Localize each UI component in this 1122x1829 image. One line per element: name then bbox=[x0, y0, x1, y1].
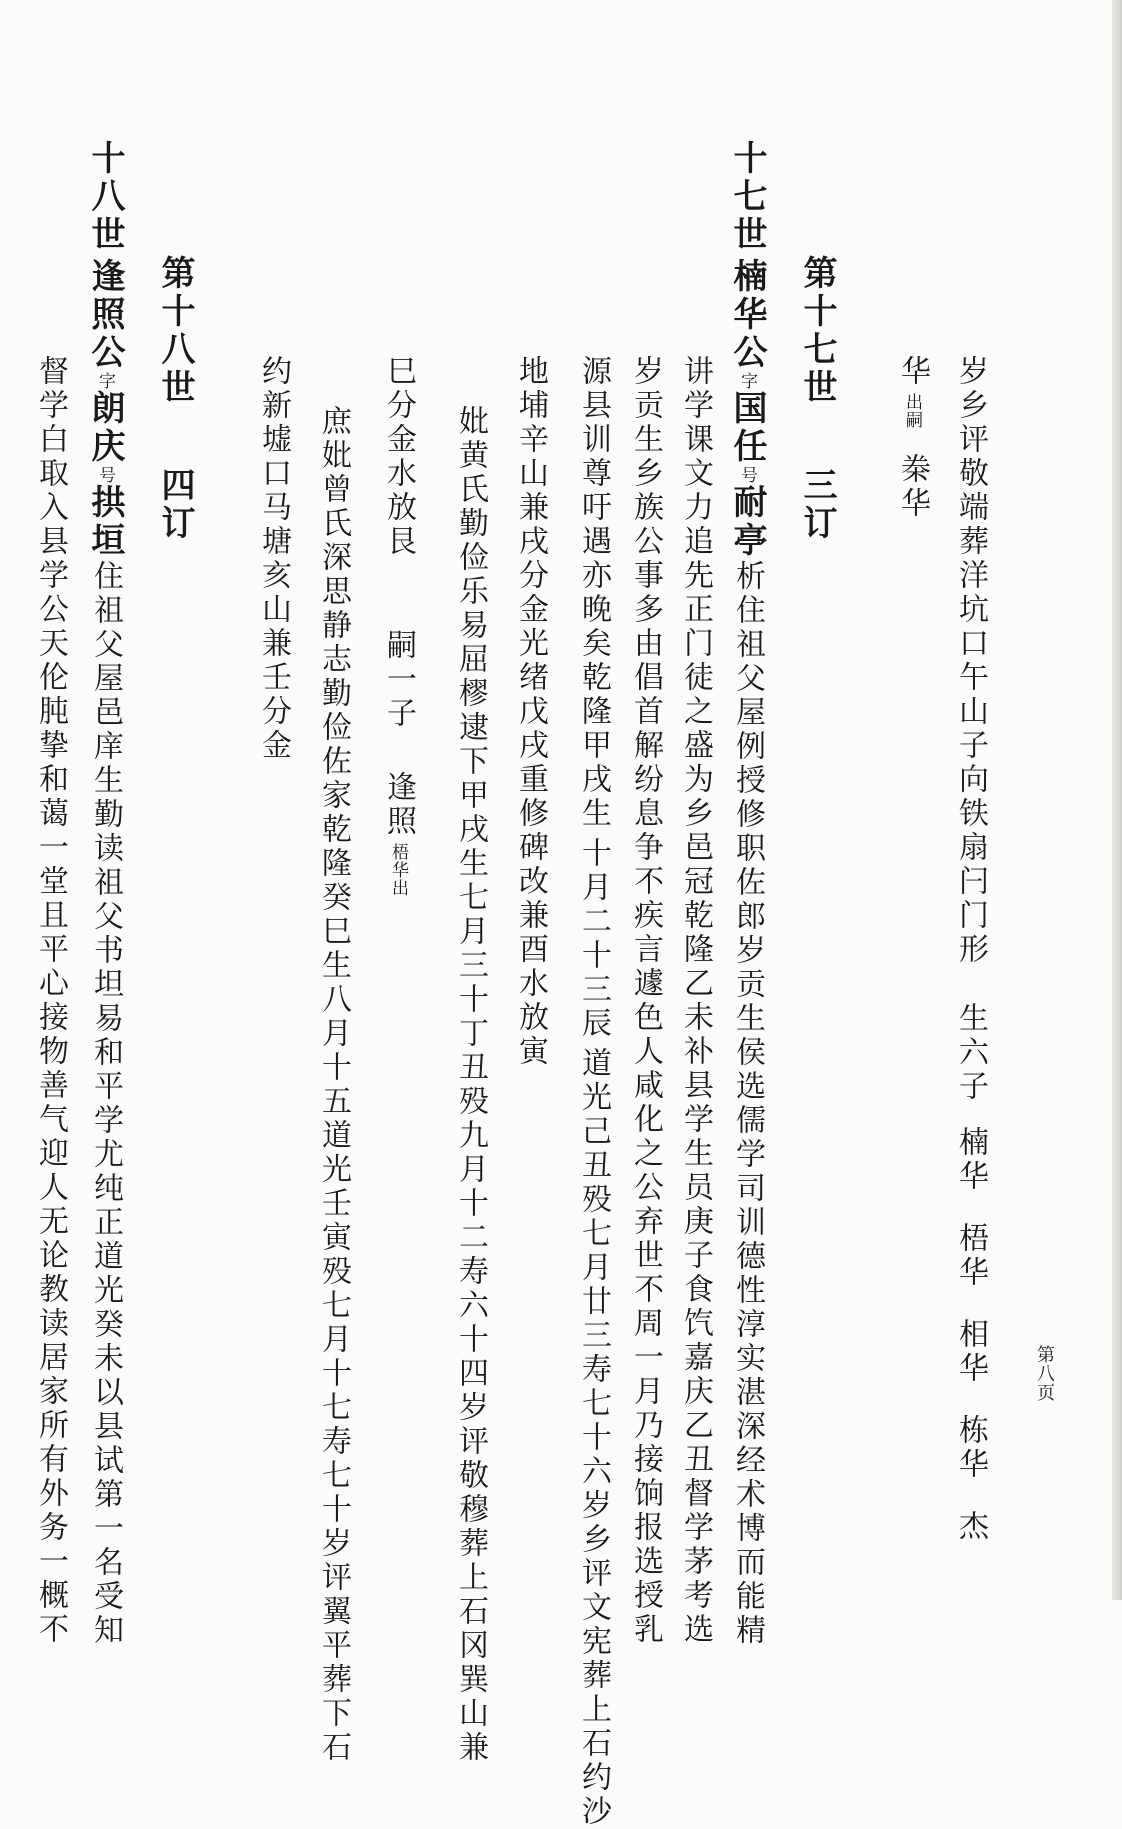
wife-1-line: 妣黄氏勤俭乐易屈樛逮下甲戌生七月三十丁丑殁九月十二寿六十四岁评敬穆葬上石冈巽山兼 bbox=[453, 405, 488, 1765]
person-name: 逢照公 bbox=[85, 258, 125, 372]
courtesy-name: 国任 bbox=[727, 390, 767, 466]
biography-line: 岁贡生乡族公事多由倡首解纷息争不疾言遽色人咸化之公弃世不周一月乃接饷报选授乳 bbox=[628, 355, 663, 1647]
hao-note: 号 bbox=[95, 466, 115, 484]
burial-line: 地埔辛山兼戌分金光绪戊戌重修碑改兼酉水放寅 bbox=[513, 355, 548, 1069]
page-number: 第八页 bbox=[1034, 1345, 1055, 1402]
person-17-column bbox=[727, 258, 767, 1648]
person-18-column bbox=[85, 258, 125, 1648]
text-column-1 bbox=[953, 355, 988, 1544]
generation-18-heading: 第十八世四订 bbox=[155, 255, 195, 543]
child-name: 桊华 bbox=[895, 453, 930, 521]
children-count: 生六子 bbox=[953, 1002, 988, 1104]
biography-text: 住祖父屋邑庠生勤读祖父书坦易和平学尤纯正道光癸未以县试第一名受知 bbox=[88, 560, 123, 1648]
wife-2-line: 庶妣曾氏深思静志勤俭佐家乾隆癸巳生八月十五道光壬寅殁七月十七寿七十岁评翼平葬下石 bbox=[316, 405, 351, 1765]
child-name: 楠华 bbox=[953, 1126, 988, 1194]
birth-date: 十月二十三辰 bbox=[576, 837, 611, 1041]
biography-line: 讲学课文力追先正门徒之盛为乡邑冠乾隆乙未补县学生员庚子食饩嘉庆乙丑督学茅考选 bbox=[678, 355, 713, 1647]
generation-17-label: 十七世 bbox=[727, 140, 767, 254]
hao-note: 号 bbox=[737, 466, 757, 484]
burial-text: 岁乡评敬端葬洋坑口午山子向铁扇闩门形 bbox=[953, 355, 988, 967]
child-name: 相华 bbox=[953, 1318, 988, 1386]
art-name: 耐亭 bbox=[727, 484, 767, 560]
wife-1-burial: 巳分金水放艮嗣一子逢照梧华出 bbox=[381, 355, 416, 897]
death-date: 七月十七 bbox=[316, 1289, 351, 1425]
child-name: 栋华 bbox=[953, 1414, 988, 1482]
biography-line: 督学白取入县学公天伦肫挚和蔼一堂且平心接物善气迎人无论教读居家所有外务一概不 bbox=[33, 355, 68, 1647]
child-name: 梧华 bbox=[953, 1222, 988, 1290]
death-date: 七月廿三 bbox=[576, 1217, 611, 1353]
courtesy-name: 朗庆 bbox=[85, 390, 125, 466]
heir-label: 嗣一子 bbox=[381, 629, 416, 731]
heir-note: 梧华出 bbox=[388, 843, 408, 897]
zi-note: 字 bbox=[737, 372, 757, 390]
adoption-note: 出嗣 bbox=[902, 393, 922, 429]
birth-date: 七月三十 bbox=[453, 881, 488, 1017]
death-date: 九月十二 bbox=[453, 1119, 488, 1255]
person-name: 楠华公 bbox=[727, 258, 767, 372]
biography-line: 源县训尊吁遇亦晚矣乾隆甲戌生十月二十三辰道光己丑殁七月廿三寿七十六岁乡评文宪葬上石约沙 bbox=[576, 355, 611, 1829]
revision-mark: 四订 bbox=[155, 467, 195, 543]
child-name: 华 bbox=[895, 355, 930, 389]
zi-note: 字 bbox=[95, 372, 115, 390]
art-name: 拱垣 bbox=[85, 484, 125, 560]
generation-17-heading: 第十七世三订 bbox=[797, 255, 837, 543]
generation-18-label: 十八世 bbox=[85, 140, 125, 254]
text-column-2 bbox=[895, 355, 930, 521]
biography-text: 析住祖父屋例授修职佐郎岁贡生侯选儒学司训德性淳实湛深经术博而能精 bbox=[730, 560, 765, 1648]
page-edge bbox=[1112, 0, 1122, 1600]
child-name: 杰 bbox=[953, 1510, 988, 1544]
revision-mark: 三订 bbox=[797, 467, 837, 543]
heir-name: 逢照 bbox=[381, 771, 416, 839]
birth-date: 八月十五 bbox=[316, 983, 351, 1119]
wife-2-burial: 约新墟口马塘亥山兼壬分金 bbox=[256, 355, 291, 763]
